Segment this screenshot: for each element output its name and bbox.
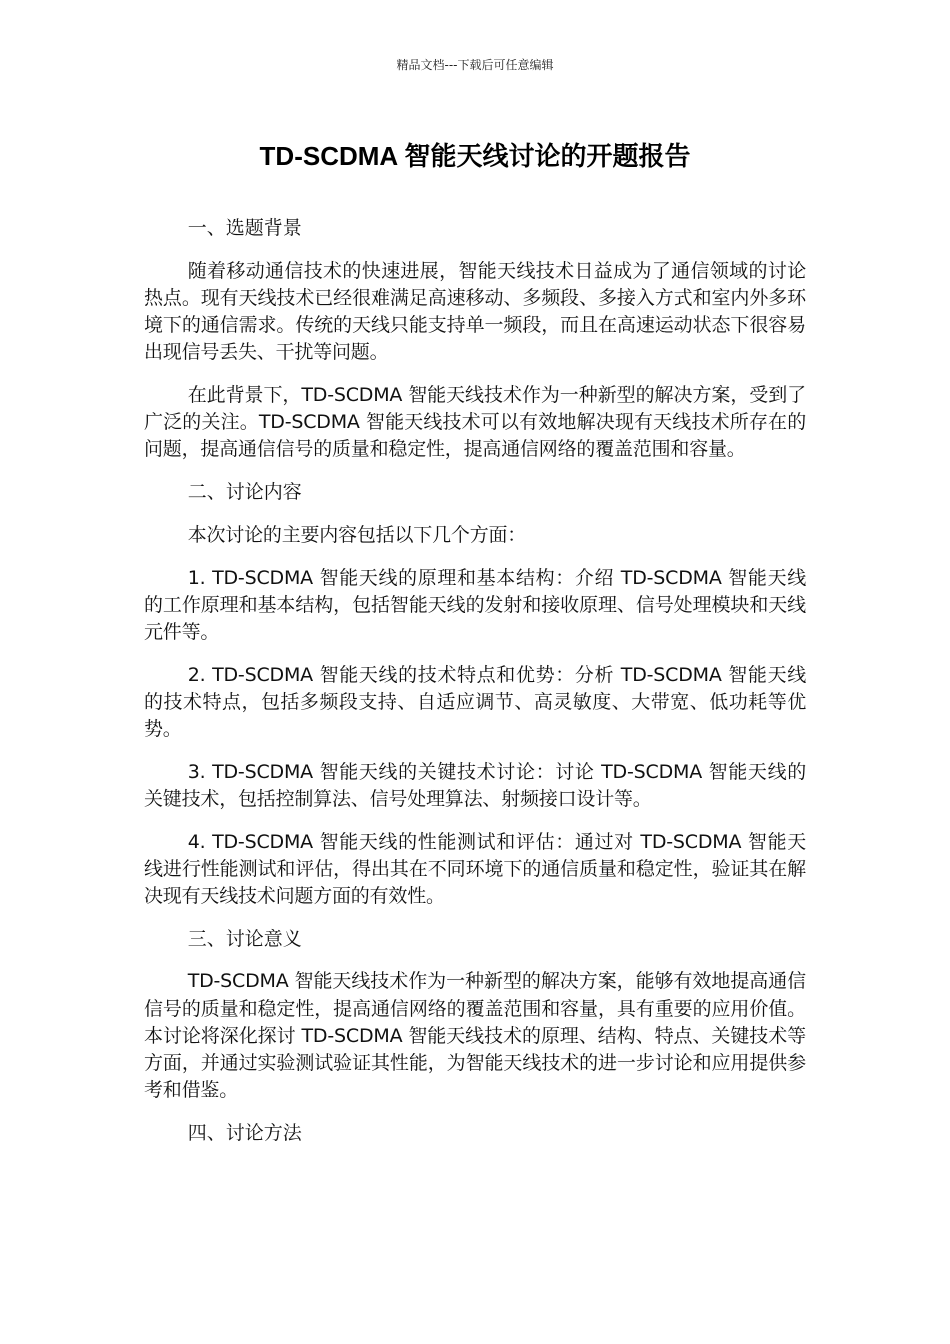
page-header: 精品文档---下载后可任意编辑 [396, 58, 554, 72]
section-heading-method: 四、讨论方法 [187, 1121, 302, 1144]
paragraph: TD-SCDMA 智能天线技术作为一种新型的解决方案，能够有效地提高通信信号的质量和稳定性，提高通信网络的覆盖范围和容量，具有重要的应用价值。本讨论将深化探讨 TD-SCDMA 智能天线技术的原理、结构、特点、关键技术等方面，并通过实验测试验证其性能，为智能天线技术的进一步讨论和应用提供参考和借鉴。 [144, 970, 806, 1102]
list-item: 1. TD-SCDMA 智能天线的原理和基本结构：介绍 TD-SCDMA 智能天线的工作原理和基本结构，包括智能天线的发射和接收原理、信号处理模块和天线元件等。 [144, 566, 806, 643]
list-item: 3. TD-SCDMA 智能天线的关键技术讨论：讨论 TD-SCDMA 智能天线的关键技术，包括控制算法、信号处理算法、射频接口设计等。 [144, 760, 806, 810]
section-heading-content: 二、讨论内容 [187, 481, 302, 504]
list-item: 4. TD-SCDMA 智能天线的性能测试和评估：通过对 TD-SCDMA 智能天线进行性能测试和评估，得出其在不同环境下的通信质量和稳定性，验证其在解决现有天线技术问题方面的有效性。 [144, 830, 806, 908]
section-heading-background: 一、选题背景 [187, 217, 302, 239]
list-item: 2. TD-SCDMA 智能天线的技术特点和优势：分析 TD-SCDMA 智能天线的技术特点，包括多频段支持、自适应调节、高灵敏度、大带宽、低功耗等优势。 [144, 663, 806, 741]
paragraph: 随着移动通信技术的快速进展，智能天线技术日益成为了通信领域的讨论热点。现有天线技术已经很难满足高速移动、多频段、多接入方式和室内外多环境下的通信需求。传统的天线只能支持单一频段，而且在高速运动状态下很容易出现信号丢失、干扰等问题。 [144, 259, 806, 364]
paragraph: 在此背景下，TD-SCDMA 智能天线技术作为一种新型的解决方案，受到了广泛的关注。TD-SCDMA 智能天线技术可以有效地解决现有天线技术所存在的问题，提高通信信号的质量和稳定性，提高通信网络的覆盖范围和容量。 [144, 384, 806, 461]
section-heading-significance: 三、讨论意义 [187, 927, 302, 950]
paragraph: 本次讨论的主要内容包括以下几个方面： [187, 523, 527, 546]
document-title: TD-SCDMA 智能天线讨论的开题报告 [259, 141, 691, 171]
document-body [144, 215, 806, 1163]
